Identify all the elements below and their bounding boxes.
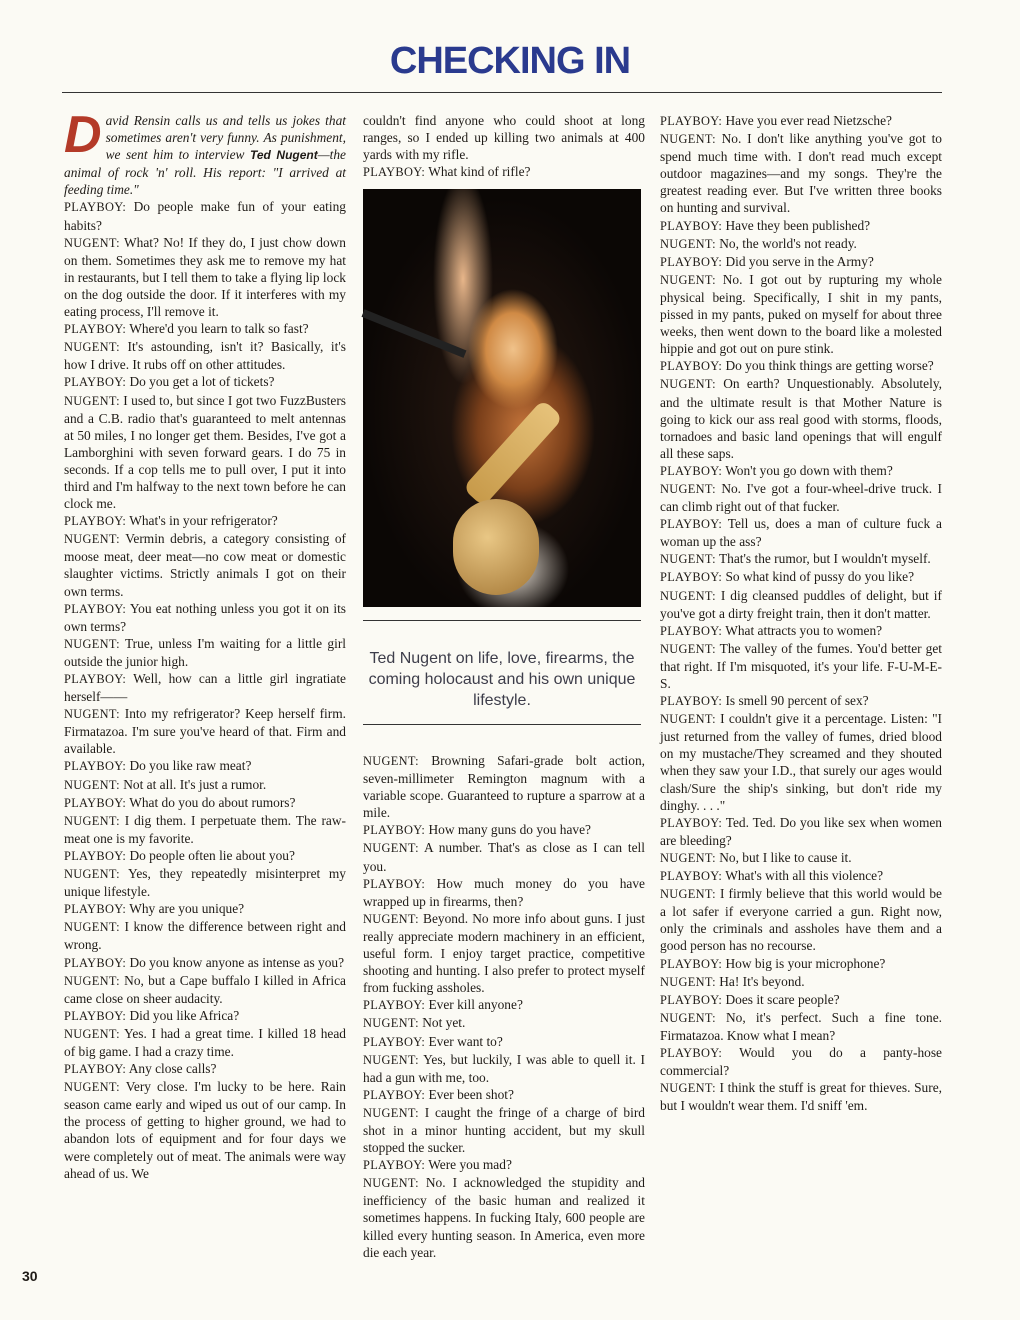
- speaker-label: PLAYBOY:: [363, 1034, 426, 1049]
- intro-text-1: avid Rensin calls us and tells us jokes that sometimes aren't very funny. As punishment, we sent him to interview: [105, 113, 346, 163]
- speaker-label: PLAYBOY:: [660, 815, 723, 830]
- speaker-label: PLAYBOY:: [64, 759, 127, 774]
- dialogue-text: I used to, but since I got two FuzzBusters and a C.B. radio that's guaranteed to melt antennas at 50 miles, I no longer get them. Besides, I've got a Lamborghini with seven forward gears. I do 75 in seconds. If a cop tells me to pull over, I put it into third and I'm halfway to the next town before he can clock me.: [64, 392, 346, 512]
- speaker-label: NUGENT:: [660, 712, 716, 727]
- speaker-label: NUGENT:: [64, 340, 120, 355]
- dialogue-text: What kind of rifle?: [428, 164, 531, 180]
- intro-paragraph: [64, 106, 346, 198]
- speaker-label: PLAYBOY:: [660, 254, 723, 269]
- dialogue-text: Not yet.: [422, 1015, 466, 1031]
- dialogue-text: Do you like raw meat?: [129, 758, 252, 774]
- dialogue-text: What do you do about rumors?: [129, 794, 296, 810]
- dialogue-line: [660, 1079, 942, 1114]
- dialogue-line: [660, 462, 942, 480]
- speaker-label: NUGENT:: [660, 850, 716, 865]
- dialogue-text: couldn't find anyone who could shoot at long ranges, so I ended up killing two animals at 400 yards with my rifle.: [363, 113, 645, 163]
- dialogue-text: So what kind of pussy do you like?: [725, 569, 915, 585]
- dialogue-text: Have you ever read Nietzsche?: [725, 113, 892, 128]
- dialogue-text: Where'd you learn to talk so fast?: [129, 321, 309, 337]
- speaker-label: NUGENT:: [660, 236, 716, 251]
- speaker-label: NUGENT:: [660, 887, 716, 902]
- dialogue-text: Did you serve in the Army?: [725, 253, 874, 269]
- dialogue-line: [64, 512, 346, 530]
- dialogue-text: How big is your microphone?: [725, 955, 886, 971]
- speaker-label: NUGENT:: [64, 920, 120, 935]
- speaker-label: PLAYBOY:: [660, 517, 723, 532]
- dialogue-line: [64, 338, 346, 373]
- dialogue-text: Why are you unique?: [129, 901, 245, 917]
- dialogue-line: [363, 821, 645, 839]
- dialogue-line: [64, 794, 346, 812]
- dialogue-line: [363, 910, 645, 996]
- speaker-label: NUGENT:: [660, 132, 716, 147]
- dialogue-line: [660, 692, 942, 710]
- dialogue-line: [64, 198, 346, 233]
- dialogue-line: [363, 1156, 645, 1174]
- caption-rule-bottom: [363, 724, 641, 725]
- dialogue-line: [64, 1007, 346, 1025]
- speaker-label: PLAYBOY:: [660, 359, 723, 374]
- speaker-label: PLAYBOY:: [660, 570, 723, 585]
- dialogue-text: How much money do you have wrapped up in firearms, then?: [363, 875, 645, 909]
- speaker-label: NUGENT:: [64, 1080, 120, 1095]
- dialogue-line: [660, 885, 942, 954]
- dialogue-line: [64, 776, 346, 794]
- dialogue-line: [660, 640, 942, 692]
- speaker-label: PLAYBOY:: [64, 322, 127, 337]
- dialogue-text: A number. That's as close as I can tell you.: [363, 840, 645, 874]
- dialogue-text: Did you like Africa?: [129, 1007, 240, 1023]
- speaker-label: PLAYBOY:: [363, 823, 426, 838]
- speaker-label: NUGENT:: [363, 1016, 419, 1031]
- dialogue-text: I firmly believe that this world would be a lot safer if everyone carried a gun. Right now, only the criminals and assholes have them and a good person has no recourse.: [660, 886, 942, 954]
- dialogue-text: What attracts you to women?: [725, 622, 883, 638]
- dialogue-line: [64, 1078, 346, 1182]
- caption-rule-top: [363, 620, 641, 621]
- column-1-dialogue: [64, 198, 346, 1181]
- speaker-label: PLAYBOY:: [64, 375, 127, 390]
- speaker-label: NUGENT:: [64, 1026, 120, 1041]
- dialogue-line: [64, 954, 346, 972]
- dialogue-text: What? No! If they do, I just chow down on them. Sometimes they ask me to remove my hat in restaurants, but I tell them to take a flying lip lock on the dog outside the door. If it interferes with my eating process, I'll remove it.: [64, 234, 347, 320]
- dialogue-text: On earth? Unquestionably. Absolutely, and the ultimate result is that Mother Nature is going to kick our ass real good with storms, floods, tornadoes and basic land openings that will engulf all these saps.: [660, 376, 942, 461]
- dialogue-text: I know the difference between right and wrong.: [64, 919, 346, 953]
- dialogue-line: [64, 865, 346, 900]
- dialogue-line: [660, 112, 942, 130]
- dialogue-line: [64, 705, 346, 757]
- dialogue-line: [64, 530, 346, 599]
- dialogue-text: Yes. I had a great time. I killed 18 head of big game. I had a crazy time.: [64, 1025, 346, 1059]
- speaker-label: PLAYBOY:: [660, 869, 723, 884]
- dialogue-text: I caught the fringe of a charge of bird shot in a minor hunting accident, but my skull stopped the sucker.: [363, 1104, 645, 1156]
- speaker-label: NUGENT:: [64, 973, 120, 988]
- speaker-label: NUGENT:: [64, 532, 120, 547]
- dialogue-line: [64, 847, 346, 865]
- dialogue-line: [660, 1009, 942, 1044]
- speaker-label: NUGENT:: [660, 974, 716, 989]
- speaker-label: PLAYBOY:: [660, 218, 723, 233]
- dialogue-line: [363, 996, 645, 1014]
- guitar-neck: [462, 399, 563, 507]
- dialogue-line: [64, 373, 346, 391]
- dialogue-line: [363, 875, 645, 910]
- dialogue-line: [363, 1014, 645, 1032]
- speaker-label: PLAYBOY:: [363, 876, 426, 891]
- dialogue-text: Vermin debris, a category consisting of moose meat, deer meat—no cow meat or domestic slaughter victims. Strictly animals I got on their own terms.: [64, 531, 346, 599]
- column-2-top: [363, 112, 645, 181]
- speaker-label: NUGENT:: [363, 911, 419, 926]
- dialogue-line: [363, 1086, 645, 1104]
- speaker-label: PLAYBOY:: [660, 623, 723, 638]
- dialogue-text: Ever been shot?: [428, 1086, 514, 1102]
- dialogue-text: No, but I like to cause it.: [719, 849, 852, 865]
- dialogue-text: You eat nothing unless you got it on its own terms?: [64, 600, 346, 634]
- dialogue-line: [660, 357, 942, 375]
- dialogue-line: [64, 1060, 346, 1078]
- dialogue-text: No. I've got a four-wheel-drive truck. I can climb right out of that fucker.: [660, 480, 942, 515]
- dialogue-line: [64, 757, 346, 775]
- speaker-label: NUGENT:: [363, 841, 419, 856]
- speaker-label: PLAYBOY:: [363, 1087, 426, 1102]
- dialogue-text: Do people make fun of your eating habits?: [64, 199, 346, 233]
- intro-name: Ted Nugent: [250, 148, 318, 163]
- dialogue-line: [363, 752, 645, 821]
- speaker-label: NUGENT:: [660, 1081, 716, 1096]
- dialogue-line: [660, 375, 942, 461]
- speaker-label: NUGENT:: [660, 377, 716, 392]
- dialogue-text: Yes, they repeatedly misinterpret my unique lifestyle.: [64, 866, 346, 900]
- dialogue-text: No, it's perfect. Such a fine tone. Firmatazoa. Know what I mean?: [660, 1009, 942, 1043]
- dialogue-text: Does it scare people?: [725, 991, 840, 1007]
- speaker-label: PLAYBOY:: [64, 1062, 127, 1077]
- speaker-label: NUGENT:: [64, 707, 120, 722]
- dialogue-text: Well, how can a little girl ingratiate herself——: [64, 671, 346, 705]
- dialogue-text: Tell us, does a man of culture fuck a woman up the ass?: [660, 516, 942, 550]
- dialogue-line: [660, 867, 942, 885]
- speaker-label: PLAYBOY:: [64, 672, 127, 686]
- speaker-label: PLAYBOY:: [64, 601, 127, 616]
- dialogue-line: [660, 550, 942, 568]
- speaker-label: NUGENT:: [363, 1105, 419, 1120]
- guitar-body: [453, 499, 539, 595]
- dialogue-line: [64, 234, 346, 320]
- intro-text-2: —the animal of rock 'n' roll. His report: "I arrived at feeding time.": [64, 147, 346, 198]
- speaker-label: PLAYBOY:: [64, 514, 127, 529]
- dialogue-text: Ever kill anyone?: [428, 997, 523, 1013]
- dialogue-line: [363, 839, 645, 874]
- dialogue-text: Won't you go down with them?: [725, 462, 893, 478]
- dialogue-text: Any close calls?: [128, 1061, 217, 1077]
- speaker-label: NUGENT:: [64, 867, 120, 882]
- dialogue-text: Into my refrigerator? Keep herself firm. Firmatazoa. I'm sure you've heard of that. Firm and available.: [64, 706, 346, 757]
- dialogue-line: [660, 973, 942, 991]
- speaker-label: NUGENT:: [64, 777, 120, 792]
- dialogue-line: [660, 515, 942, 550]
- title-rule: [62, 92, 942, 93]
- dialogue-line: [64, 392, 346, 513]
- dialogue-text: I think the stuff is great for thieves. Sure, but I wouldn't wear them. I'd sniff 'em.: [660, 1080, 942, 1114]
- photo-ted-nugent: [363, 189, 641, 607]
- speaker-label: PLAYBOY:: [64, 1008, 127, 1023]
- dialogue-line: [64, 320, 346, 338]
- dialogue-line: [660, 991, 942, 1009]
- page-title: CHECKING IN: [389, 40, 631, 82]
- dialogue-text: Ever want to?: [428, 1033, 503, 1049]
- speaker-label: PLAYBOY:: [660, 992, 723, 1007]
- dialogue-line: [363, 1051, 645, 1086]
- dialogue-text: Do you know anyone as intense as you?: [129, 954, 345, 970]
- column-3: [660, 112, 942, 1114]
- speaker-label: NUGENT:: [660, 588, 716, 603]
- dialogue-line: [64, 918, 346, 953]
- speaker-label: PLAYBOY:: [660, 956, 723, 971]
- dialogue-text: Have they been published?: [725, 217, 871, 233]
- speaker-label: NUGENT:: [660, 641, 716, 656]
- dialogue-text: Ha! It's beyond.: [719, 973, 805, 989]
- dialogue-line: [64, 812, 346, 847]
- dialogue-text: Do you get a lot of tickets?: [129, 374, 275, 390]
- dialogue-text: I couldn't give it a percentage. Listen: "I just returned from the valley of fumes, dried blood on my mustache/They screamed and they shouted when they saw your I.D., that surely our ages would clash/Sure the ship's sinking, but don't ride my dinghy. . . .": [660, 711, 942, 813]
- dialogue-line: [660, 955, 942, 973]
- dialogue-line: [660, 849, 942, 867]
- speaker-label: NUGENT:: [660, 481, 716, 496]
- speaker-label: NUGENT:: [64, 235, 120, 250]
- dialogue-text: Yes, but luckily, I was able to quell it. I had a gun with me, too.: [363, 1051, 645, 1085]
- speaker-label: NUGENT:: [64, 813, 120, 828]
- dialogue-text: Do people often lie about you?: [129, 847, 295, 863]
- dialogue-line: [363, 112, 645, 163]
- page-number: 30: [22, 1268, 38, 1284]
- dialogue-line: [363, 1104, 645, 1156]
- dialogue-text: Very close. I'm lucky to be here. Rain season came early and wiped us out of our camp. In the process of getting to higher ground, we had to abandon lots of equipment and for four days we were completely out of meat. The animals were way ahead of us. We: [64, 1079, 346, 1181]
- dialogue-line: [660, 130, 942, 216]
- speaker-label: PLAYBOY:: [64, 200, 127, 215]
- dialogue-line: [64, 972, 346, 1007]
- speaker-label: NUGENT:: [64, 636, 120, 651]
- speaker-label: PLAYBOY:: [363, 1158, 426, 1173]
- speaker-label: NUGENT:: [660, 1010, 716, 1025]
- dialogue-text: What's in your refrigerator?: [129, 513, 278, 529]
- dialogue-line: [64, 670, 346, 705]
- speaker-label: NUGENT:: [363, 754, 419, 768]
- speaker-label: PLAYBOY:: [64, 955, 127, 970]
- dialogue-text: Were you mad?: [428, 1157, 512, 1173]
- speaker-label: NUGENT:: [64, 393, 120, 408]
- dialogue-line: [660, 814, 942, 849]
- speaker-label: NUGENT:: [660, 552, 716, 567]
- dialogue-line: [363, 1033, 645, 1051]
- speaker-label: PLAYBOY:: [660, 114, 723, 128]
- dialogue-text: What's with all this violence?: [725, 868, 884, 884]
- dialogue-text: Would you do a panty-hose commercial?: [660, 1044, 942, 1079]
- column-1: [64, 106, 347, 1182]
- dialogue-line: [660, 710, 942, 814]
- photo-caption: Ted Nugent on life, love, firearms, the coming holocaust and his own unique lifestyle.: [368, 650, 636, 709]
- dialogue-text: How many guns do you have?: [428, 822, 591, 838]
- dialogue-text: That's the rumor, but I wouldn't myself.: [718, 551, 931, 567]
- dialogue-line: [363, 1174, 645, 1260]
- speaker-label: PLAYBOY:: [363, 998, 426, 1013]
- dialogue-text: Is smell 90 percent of sex?: [725, 693, 869, 709]
- dialogue-text: The valley of the fumes. You'd better get that right. If I'm misquoted, it's your life. F-U-M-E-S.: [660, 640, 943, 691]
- microphone-stand: [362, 309, 467, 358]
- dialogue-line: [660, 235, 942, 253]
- dialogue-line: [660, 568, 942, 586]
- dialogue-text: Do you think things are getting worse?: [725, 358, 934, 374]
- dialogue-text: Ted. Ted. Do you like sex when women are bleeding?: [660, 814, 942, 848]
- speaker-label: NUGENT:: [660, 272, 716, 287]
- speaker-label: PLAYBOY:: [64, 902, 127, 917]
- speaker-label: PLAYBOY:: [363, 165, 426, 180]
- dialogue-line: [660, 622, 942, 640]
- drop-cap: D: [64, 106, 102, 164]
- dialogue-text: No. I don't like anything you've got to spend much time with. I don't read much except outdoor magazines—and my songs. They're the greatest reading ever. But I've written three books on hunting and survival.: [660, 131, 942, 216]
- dialogue-line: [660, 271, 942, 357]
- dialogue-line: [64, 900, 346, 918]
- speaker-label: PLAYBOY:: [660, 1045, 723, 1060]
- speaker-label: NUGENT:: [363, 1052, 419, 1067]
- dialogue-text: No. I got out by rupturing my whole physical being. Specifically, I shit in my pants, pissed in my pants, puked on myself for about three weeks, then went down to the board like a molested hippie and got out on pure stink.: [660, 271, 942, 357]
- dialogue-text: No, but a Cape buffalo I killed in Africa came close on sheer audacity.: [64, 972, 346, 1006]
- dialogue-text: Beyond. No more info about guns. I just really appreciate modern machinery in an efficient, useful form. I enjoy target practice, competitive shooting and hunting. I also prefer to protect myself from fucking assholes.: [363, 910, 645, 996]
- dialogue-text: No, the world's not ready.: [719, 235, 857, 251]
- dialogue-line: [64, 635, 346, 670]
- dialogue-text: I dig cleansed puddles of delight, but if you've got a dirty freight train, then it don't matter.: [660, 587, 942, 621]
- dialogue-text: True, unless I'm waiting for a little girl outside the junior high.: [64, 635, 347, 669]
- speaker-label: PLAYBOY:: [660, 463, 723, 478]
- speaker-label: NUGENT:: [363, 1176, 419, 1191]
- dialogue-line: [660, 587, 942, 622]
- dialogue-text: Not at all. It's just a rumor.: [123, 776, 267, 792]
- dialogue-text: It's astounding, isn't it? Basically, it's how I drive. It rubs off on other attitudes.: [64, 339, 346, 373]
- dialogue-line: [363, 163, 645, 181]
- dialogue-line: [64, 1025, 346, 1060]
- dialogue-line: [660, 217, 942, 235]
- dialogue-line: [64, 600, 346, 635]
- dialogue-line: [660, 480, 942, 515]
- speaker-label: PLAYBOY:: [660, 694, 723, 709]
- dialogue-line: [660, 1044, 942, 1079]
- dialogue-text: I dig them. I perpetuate them. The raw-meat one is my favorite.: [64, 812, 346, 846]
- column-2-bottom: [363, 752, 645, 1261]
- speaker-label: PLAYBOY:: [64, 848, 127, 863]
- speaker-label: PLAYBOY:: [64, 795, 127, 810]
- dialogue-text: Browning Safari-grade bolt action, seven-millimeter Remington magnum with a variable scope. Guaranteed to rupture a sparrow at a mile.: [363, 753, 645, 821]
- dialogue-line: [660, 253, 942, 271]
- dialogue-text: No. I acknowledged the stupidity and inefficiency of the basic human and realized it sometimes happens. In fucking Italy, 600 people are killed every hunting season. In America, even more die each year.: [363, 1175, 645, 1260]
